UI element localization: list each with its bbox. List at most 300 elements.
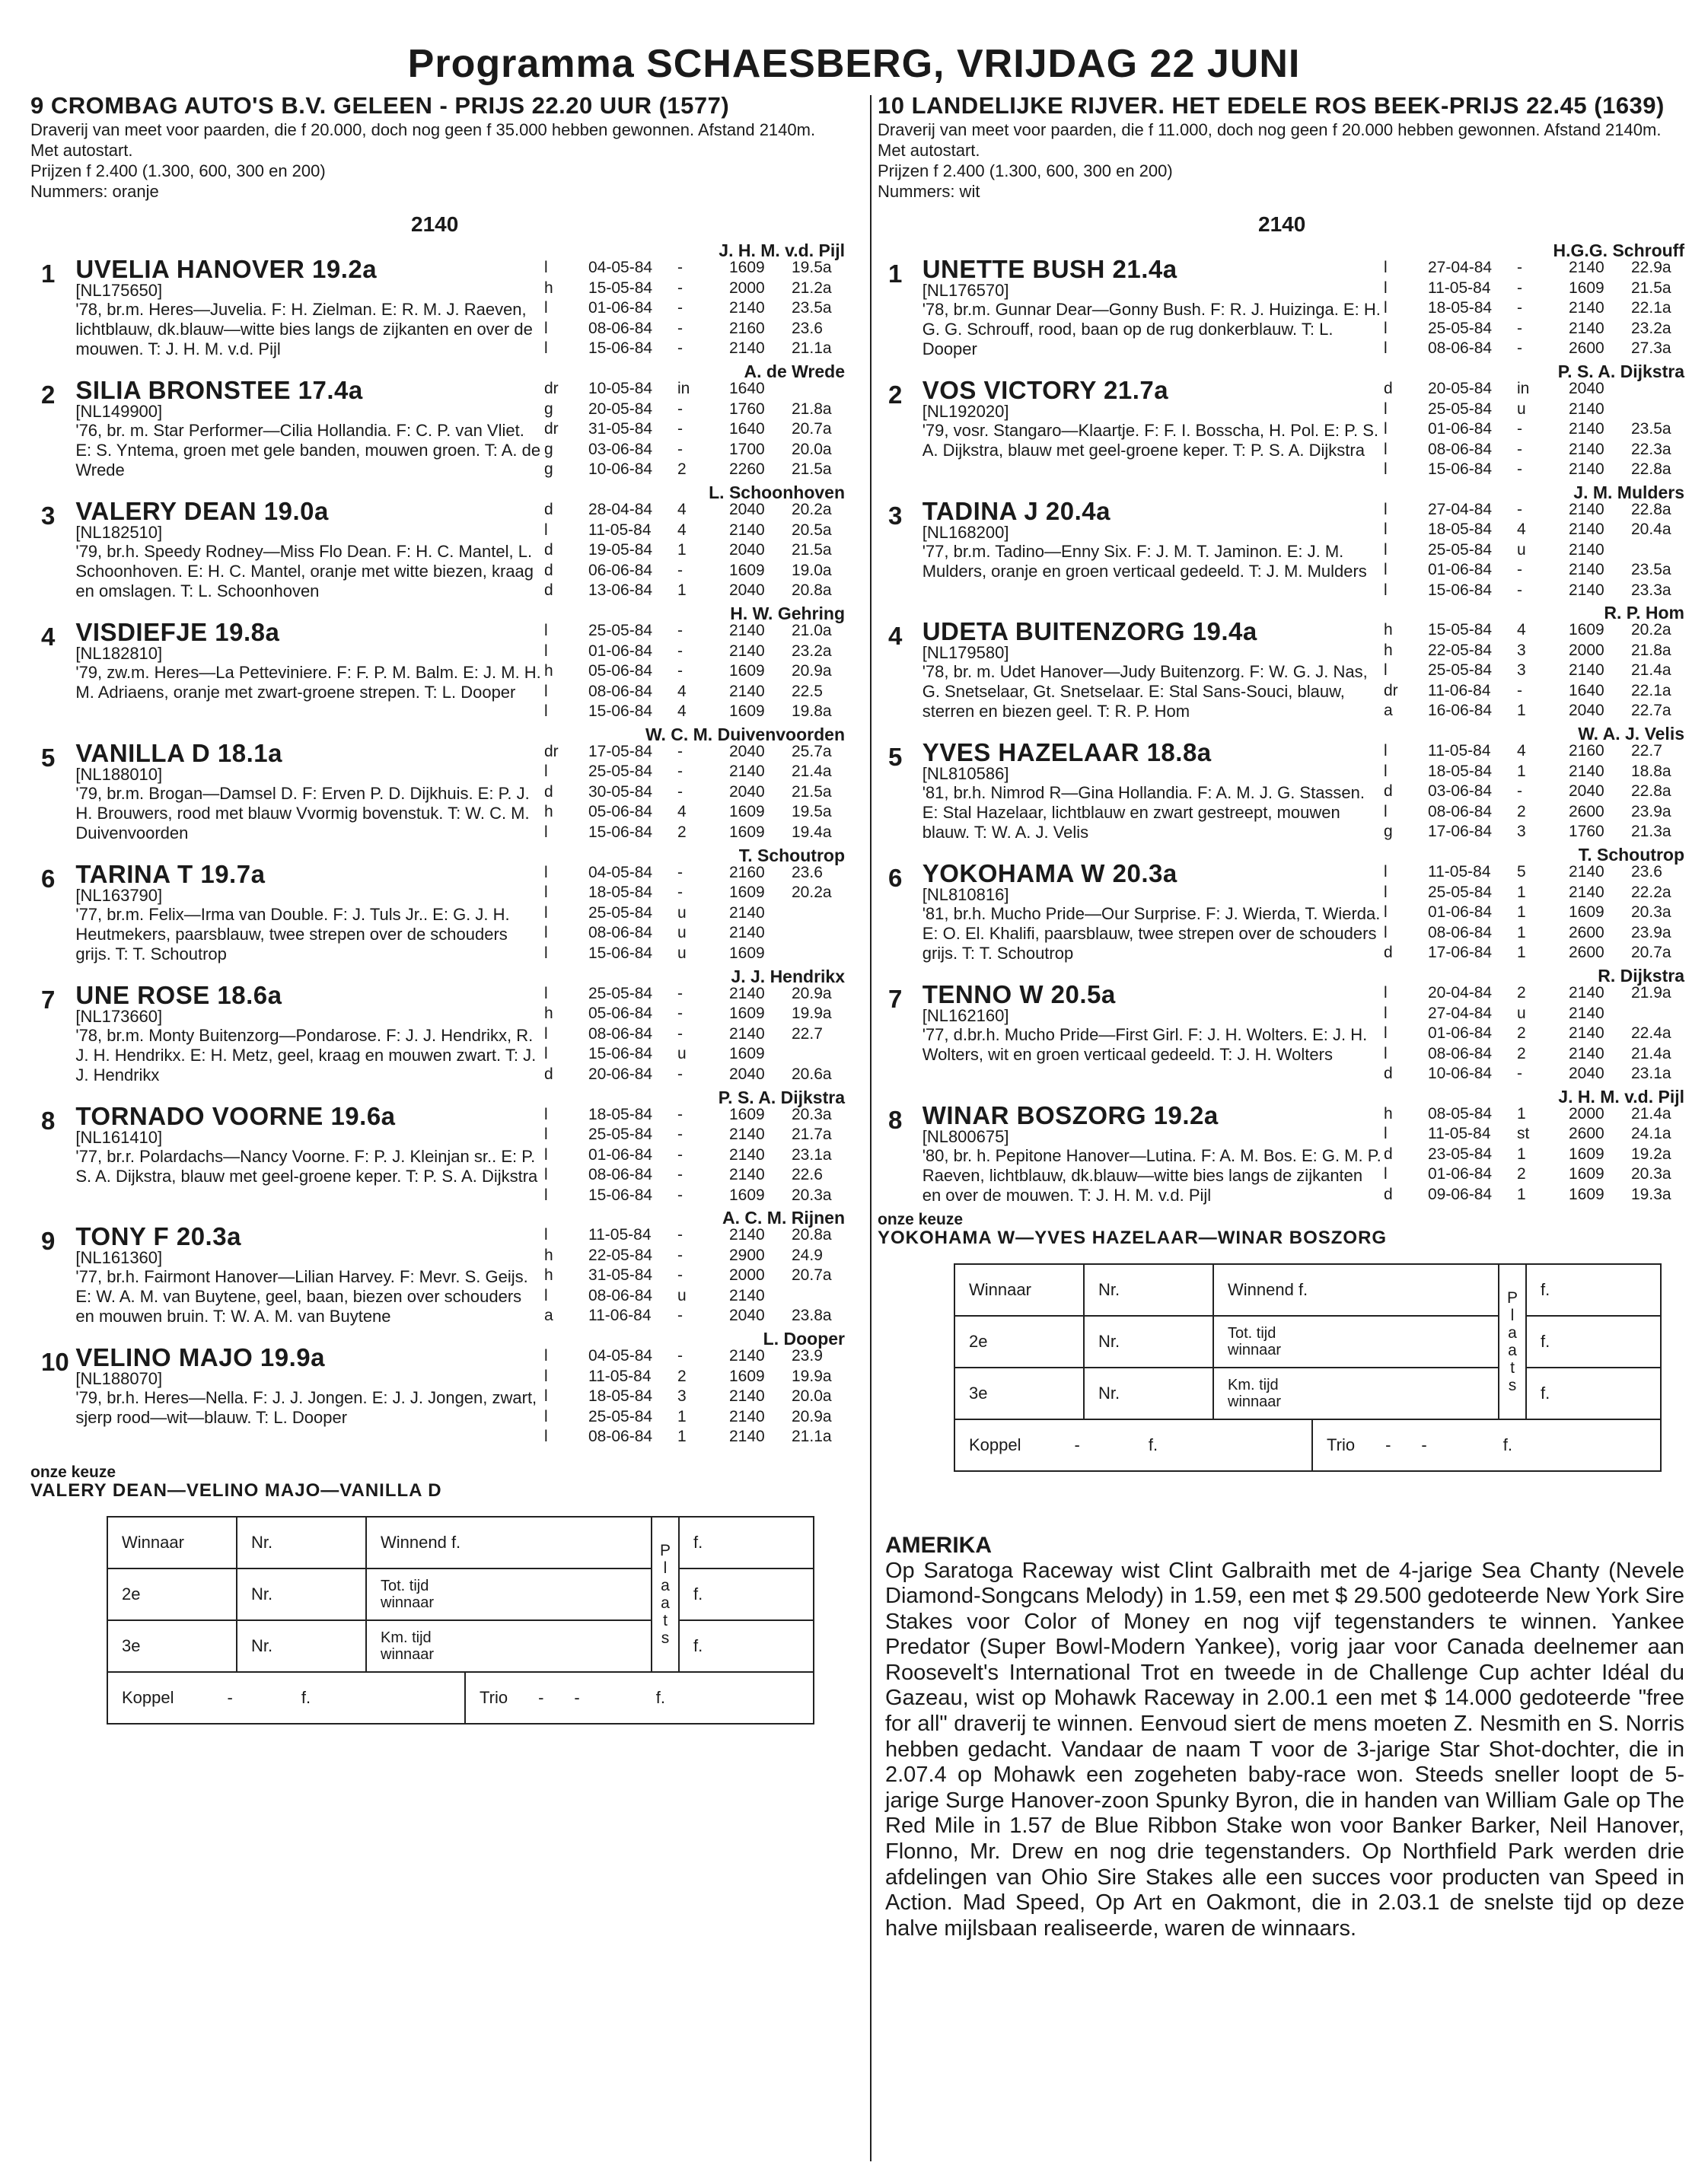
performance-cell: 15-06-84 [588, 339, 653, 357]
performance-cell: u [677, 944, 687, 962]
performance-cell: 2 [1517, 1165, 1526, 1183]
performance-row [544, 863, 845, 884]
performance-cell: dr [544, 420, 559, 438]
performance-cell: 21.5a [792, 782, 832, 801]
trainer-name: W. A. J. Velis [1578, 724, 1684, 744]
performance-cell: - [677, 400, 683, 418]
performance-cell [792, 379, 845, 400]
koppel-field[interactable] [954, 1419, 1312, 1471]
trio-field[interactable] [1312, 1419, 1661, 1471]
dash: - [1074, 1435, 1080, 1454]
performance-cell: 2160 [729, 319, 765, 337]
performance-row [544, 1367, 845, 1387]
performance-cell: l [544, 299, 548, 317]
performance-cell: 10-06-84 [1428, 1065, 1493, 1082]
performance-row [1384, 782, 1684, 802]
performance-cell: 22.8a [1631, 782, 1671, 800]
f-label: f. [1502, 1435, 1512, 1454]
performance-cell: l [544, 1387, 548, 1405]
performance-cell: h [544, 803, 553, 820]
performance-cell: - [677, 339, 683, 357]
performance-row [1384, 681, 1684, 702]
performance-cell: - [677, 1005, 683, 1022]
performance-cell: 1640 [729, 420, 765, 438]
performance-cell: g [544, 400, 553, 418]
performance-cell: 01-06-84 [1428, 1024, 1493, 1042]
bet-form [107, 1516, 814, 1725]
performance-cell: 2 [677, 823, 687, 841]
trio-field[interactable] [465, 1672, 814, 1724]
performance-cell: - [677, 1024, 683, 1043]
performance-cell: 2140 [1569, 1044, 1604, 1062]
performance-cell: 20.7a [1631, 944, 1671, 961]
performance-cell: 2140 [1569, 984, 1604, 1002]
horse-body [30, 1101, 845, 1206]
koppel-trio-table [954, 1419, 1662, 1472]
plaats-letter: t [1510, 1358, 1515, 1377]
performance-cell: 25-05-84 [1428, 883, 1493, 901]
performance-row [544, 500, 845, 521]
dash: - [227, 1687, 233, 1707]
performance-cell: 18-05-84 [1428, 762, 1493, 780]
performance-row [544, 883, 845, 903]
performance-cell: 19.4a [792, 823, 832, 841]
horse-code: [NL810586] [922, 764, 1009, 783]
horse-entry [30, 1209, 845, 1326]
horse-number: 8 [41, 1106, 56, 1135]
koppel-field[interactable] [107, 1672, 465, 1724]
performance-cell: - [677, 1266, 683, 1284]
km-tijd-field[interactable] [366, 1620, 652, 1672]
bet-row [954, 1264, 1661, 1316]
performance-cell: h [1384, 641, 1393, 659]
performance-cell: 05-06-84 [588, 803, 653, 820]
performance-cell: 1609 [729, 1005, 765, 1022]
performance-cell: 1 [1517, 762, 1526, 780]
performance-cell: l [1384, 984, 1388, 1002]
performance-cell: 23-05-84 [1428, 1145, 1493, 1163]
performance-cell: 20.2a [1631, 621, 1671, 639]
performance-cell: h [544, 1246, 553, 1264]
onze-keuze [30, 1464, 845, 1501]
koppel-trio-table [107, 1671, 814, 1725]
performance-cell: - [677, 742, 683, 760]
performance-cell: 2600 [1569, 802, 1604, 820]
plaats-label [1499, 1264, 1526, 1419]
horse-name: UVELIA HANOVER 19.2a [75, 255, 378, 283]
horse-body [30, 982, 845, 1085]
performance-cell: 4 [677, 501, 687, 518]
performance-cell: 22.3a [1631, 440, 1671, 458]
performance-cell: - [1517, 279, 1522, 297]
performance-row [544, 521, 845, 541]
performance-row [544, 440, 845, 460]
performance-cell: 21.8a [1631, 641, 1671, 659]
plaats-label [652, 1517, 679, 1672]
horse-entry [30, 241, 845, 359]
plaats-letter: l [663, 1559, 668, 1577]
performance-cell: 11-05-84 [588, 1226, 652, 1244]
horse-description: '79, br.h. Heres—Nella. F: J. J. Jongen. E: J. J. Jongen, zwart, sjerp rood—wit—blauw. T: L. Dooper [75, 1388, 537, 1427]
performance-row [1384, 339, 1684, 359]
horse-number: 5 [888, 743, 903, 771]
trainer-name: L. Schoonhoven [709, 482, 845, 502]
performance-row [1384, 440, 1684, 460]
performance-cell: h [544, 1005, 553, 1022]
performance-cell: d [1384, 782, 1393, 800]
performance-cell: 13-06-84 [588, 581, 653, 599]
performance-cell: 18-05-84 [588, 884, 653, 901]
performance-row [1384, 1064, 1684, 1084]
performance-cell: 25-05-84 [588, 1407, 653, 1425]
performance-cell: 28-04-84 [588, 501, 653, 518]
tweede-label: 2e [107, 1568, 237, 1620]
plaats-letter: a [661, 1576, 670, 1594]
performance-cell: l [544, 259, 548, 276]
horse-entry [878, 846, 1684, 963]
nr-field[interactable]: Nr. [1084, 1316, 1213, 1368]
horse-body [878, 619, 1684, 721]
performance-cell: st [1517, 1125, 1530, 1142]
performance-cell: 2040 [729, 742, 765, 760]
performance-cell: 19-05-84 [588, 541, 653, 559]
performance-cell: 08-06-84 [588, 682, 653, 700]
dash: - [538, 1687, 544, 1707]
performance-cell: 2140 [729, 682, 765, 700]
performance-cell [792, 944, 845, 964]
horse-entry [30, 967, 845, 1085]
horse-description: '78, br.m. Monty Buitenzorg—Pondarose. F: J. J. Hendrikx, R. J. H. Hendrikx. E: H. Metz, geel, kraag en mouwen zwart. T: J. J. Hendrikx [75, 1025, 537, 1084]
performance-row [1384, 1185, 1684, 1205]
horse-description: '79, zw.m. Heres—La Petteviniere. F: F. P. M. Balm. E: J. M. H. M. Adriaens, oranje met zwart-groene strepen. T: L. Dooper [75, 663, 541, 702]
horse-number: 2 [41, 381, 56, 409]
performance-cell: - [1517, 299, 1522, 317]
km-tijd-field[interactable] [1213, 1368, 1499, 1419]
horse-body [30, 1345, 845, 1447]
performance-row [1384, 661, 1684, 681]
performance-cell: 23.3a [1631, 581, 1671, 599]
performance-cell: 2140 [729, 763, 765, 780]
horse-number: 6 [888, 864, 903, 892]
performance-cell: 04-05-84 [588, 1347, 653, 1365]
performance-cell: 1609 [1569, 621, 1604, 639]
performance-cell: d [1384, 944, 1393, 961]
horse-code: [NL149900] [75, 402, 163, 421]
performance-row [544, 400, 845, 420]
performance-cell: 4 [677, 521, 687, 539]
performance-row [1384, 903, 1684, 923]
horse-description: '77, br.m. Tadino—Enny Six. F: J. M. T. Jaminon. E: J. M. Mulders, oranje en groen verticaal gedeeld. T: J. M. Mulders [922, 541, 1367, 581]
performance-cell: l [1384, 319, 1388, 337]
horse-name: TENNO W 20.5a [922, 980, 1116, 1008]
horse-number: 10 [41, 1348, 69, 1376]
horse-body [878, 256, 1684, 359]
performance-cell: d [1384, 1185, 1393, 1203]
performance-cell: 2040 [729, 501, 765, 518]
performance-cell: - [677, 1186, 683, 1204]
horse-entry [30, 1088, 845, 1206]
performance-cell: 09-06-84 [1428, 1185, 1493, 1203]
race-conditions: Draverij van meet voor paarden, die f 11.000, doch nog geen f 20.000 hebben gewonnen. Afstand 2140m. Met autostart. [878, 120, 1662, 160]
trainer-name: P. S. A. Dijkstra [718, 1087, 845, 1107]
performance-cell: 20.0a [792, 1387, 832, 1405]
performance-cell: - [677, 622, 683, 639]
performance-cell: 23.5a [1631, 420, 1671, 438]
performance-cell: - [677, 863, 683, 881]
article-text: Op Saratoga Raceway wist Clint Galbraith met de 4-jarige Sea Chanty (Nevele Diamond-Songcans Melody) in 1.59, een met $ 29.500 gedoteerde New York Sire Stakes voor Color of Money en nog vijf tegenstanders te winnen. Yankee Predator (Super Bowl-Modern Yankee), vorig jaar voor Canada deelnemer aan Roosevelt's International Trot en tweede in de Challenge Cup achter Idéal du Gazeau, wist op Mohawk Raceway in 2.00.1 een met $ 14.000 gedoteerde "free for all" draverij te winnen. Eenvoud siert de mens moeten Z. Nesmith en S. Norris hebben gedacht. Vandaar de naam T voor de 3-jarige Star Shot-dochter, die in 2.07.4 op Mohawk een zogeheten baby-race won. Steeds sneller loopt de 5-jarige Surge Hanover-zoon Spunky Byron, die in handen van William Gale op The Red Mile in 1.57 de Blue Ribbon Stake won voor Banker Barker, Neil Hanover, Flonno, Mr. Drew en nog drie tegenstanders. Op Northfield Park werden drie afdelingen van Ohio Sire Stakes alle een succes voor producten van Speed in Action. Mad Speed, Op Art en Oakmont, die in 2.03.1 de snelste tijd op deze halve mijlsbaan realiseerde, waren de winnaars. [885, 1558, 1684, 1941]
plaats-field[interactable]: f. [1526, 1368, 1661, 1419]
performance-row [1384, 540, 1684, 561]
horse-code: [NL182810] [75, 644, 163, 663]
performance-cell: 1609 [729, 803, 765, 820]
nr-field[interactable]: Nr. [237, 1517, 366, 1568]
performance-cell: 24.1a [1631, 1125, 1671, 1142]
horse-entry [30, 1330, 845, 1447]
performance-row [1384, 560, 1684, 581]
performance-cell: 08-06-84 [588, 1286, 653, 1304]
performance-cell: 08-06-84 [1428, 923, 1493, 941]
nr-field[interactable]: Nr. [237, 1620, 366, 1672]
horse-name: TONY F 20.3a [75, 1222, 241, 1250]
horse-name: UDETA BUITENZORG 19.4a [922, 617, 1257, 645]
performance-cell: 01-06-84 [588, 642, 653, 660]
performance-cell: 1 [1517, 1104, 1526, 1123]
performance-row [1384, 943, 1684, 963]
f-label: f. [1148, 1435, 1158, 1454]
performance-cell: l [544, 521, 548, 539]
horse-description: '80, br. h. Pepitone Hanover—Lutina. F: A. M. Bos. E: G. M. P. Raeven, lichtblauw, dk.blauw—witte bies langs de zijkanten en over de mouwen. T: J. H. M. v.d. Pijl [922, 1145, 1381, 1205]
page-title: Programma SCHAESBERG, VRIJDAG 22 JUNI [407, 42, 1301, 86]
performance-cell: 2600 [1569, 923, 1604, 941]
performance-cell: 1609 [1569, 903, 1604, 921]
performance-row [544, 682, 845, 702]
performance-cell: d [544, 581, 553, 599]
nr-field[interactable]: Nr. [237, 1568, 366, 1620]
performance-cell: 4 [677, 702, 687, 720]
performance-cell: - [677, 1307, 683, 1324]
performance-cell: 23.1a [792, 1145, 832, 1164]
bet-row [107, 1517, 814, 1568]
horse-name: WINAR BOSZORG 19.2a [922, 1100, 1219, 1129]
performance-cell: 21.4a [1631, 1044, 1671, 1062]
performance-cell: 1609 [729, 1367, 765, 1385]
tweede-label: 2e [954, 1316, 1084, 1368]
bet-row [954, 1368, 1661, 1419]
race-distance: 2140 [1258, 212, 1306, 236]
performance-row [1384, 741, 1684, 762]
performance-row [1384, 923, 1684, 944]
performance-cell: 1609 [729, 1045, 765, 1062]
performance-cell: h [1384, 1104, 1393, 1123]
performance-cell: 2140 [1569, 561, 1604, 578]
performance-table [1384, 740, 1684, 842]
performance-row [544, 1286, 845, 1307]
performance-cell: a [1384, 702, 1393, 719]
performance-cell: l [1384, 500, 1388, 518]
performance-cell: 23.5a [792, 299, 832, 317]
performance-row [544, 1387, 845, 1407]
performance-cell: 1609 [729, 702, 765, 720]
performance-cell: - [677, 984, 683, 1002]
performance-row [544, 581, 845, 601]
performance-cell: in [1517, 380, 1530, 397]
performance-cell: 08-06-84 [588, 319, 653, 337]
performance-cell: - [677, 319, 683, 337]
performance-table [544, 498, 845, 601]
race-9-column [30, 93, 845, 1725]
winnend-field[interactable]: Winnend f. [1213, 1264, 1499, 1316]
performance-cell: 22.1a [1631, 681, 1671, 699]
performance-cell: 2140 [729, 903, 765, 922]
plaats-field[interactable]: f. [1526, 1264, 1661, 1316]
performance-cell: 15-06-84 [588, 702, 653, 720]
trainer-name: T. Schoutrop [1578, 845, 1684, 865]
performance-row [544, 903, 845, 924]
horse-description: '79, br.h. Speedy Rodney—Miss Flo Dean. F: H. C. Mantel, L. Schoonhoven. E: H. C. Mantel, oranje met witte biezen, kraag en omslagen. T: L. Schoonhoven [75, 542, 534, 600]
horse-name: TADINA J 20.4a [922, 496, 1111, 525]
performance-cell: in [677, 380, 690, 397]
performance-cell: 31-05-84 [588, 420, 653, 438]
performance-cell: l [1384, 1125, 1388, 1142]
performance-cell: 1640 [1569, 681, 1604, 699]
performance-cell: 01-06-84 [588, 299, 653, 317]
performance-cell: 22.9a [1631, 259, 1671, 276]
performance-cell: 20-05-84 [588, 400, 653, 418]
performance-row [1384, 1044, 1684, 1065]
performance-cell: 27.3a [1631, 339, 1671, 357]
performance-cell: l [1384, 259, 1388, 276]
winnend-field[interactable]: Winnend f. [366, 1517, 652, 1568]
performance-cell: 2600 [1569, 1125, 1604, 1142]
performance-row [544, 540, 845, 561]
column-divider [870, 95, 872, 2161]
performance-cell: u [677, 1045, 687, 1062]
performance-cell: 22.1a [1631, 299, 1671, 317]
performance-cell: 4 [1517, 742, 1526, 760]
performance-cell: d [1384, 380, 1393, 397]
performance-cell: 05-06-84 [588, 1005, 653, 1022]
nr-field[interactable]: Nr. [1084, 1264, 1213, 1316]
performance-cell: 08-06-84 [588, 924, 653, 941]
performance-cell: 1 [677, 1428, 687, 1445]
performance-cell: - [1517, 681, 1522, 699]
plaats-field[interactable]: f. [679, 1568, 814, 1620]
performance-cell: 21.9a [1631, 984, 1671, 1002]
performance-cell: - [677, 561, 683, 579]
performance-table [1384, 498, 1684, 601]
horse-code: [NL179580] [922, 643, 1009, 662]
horse-number: 7 [41, 985, 56, 1014]
bet-row [107, 1620, 814, 1672]
performance-cell: u [1517, 1004, 1526, 1022]
performance-cell: l [544, 903, 548, 922]
performance-cell: l [1384, 540, 1388, 559]
performance-cell: 11-05-84 [1428, 279, 1491, 297]
plaats-letter: a [1508, 1341, 1517, 1359]
performance-cell: d [544, 541, 553, 559]
performance-cell: d [1384, 1065, 1393, 1082]
performance-row [544, 1165, 845, 1186]
horse-description: '79, vosr. Stangaro—Klaartje. F: F. I. Bosscha, H. Pol. E: P. S. A. Dijkstra, blauw met geel-groene keper. T: P. S. A. Dijkstra [922, 421, 1378, 460]
performance-cell: 2 [1517, 1024, 1526, 1042]
performance-cell: 19.9a [792, 1005, 832, 1022]
performance-row [544, 702, 845, 722]
performance-cell: h [544, 662, 553, 680]
performance-cell: - [677, 1246, 683, 1264]
plaats-field[interactable]: f. [1526, 1316, 1661, 1368]
performance-table [544, 1224, 845, 1326]
performance-cell: 2040 [729, 782, 765, 801]
performance-row [1384, 1024, 1684, 1044]
tot-tijd-field[interactable] [1213, 1316, 1499, 1368]
horse-code: [NL810816] [922, 885, 1009, 904]
horse-info [923, 256, 1384, 359]
winnaar-label: Winnaar [107, 1517, 237, 1568]
performance-row [1384, 620, 1684, 641]
tot-tijd-label: Tot. tijd [1228, 1324, 1276, 1342]
performance-cell: 2160 [729, 863, 765, 881]
horse-description: '78, br.m. Gunnar Dear—Gonny Bush. F: R. J. Huizinga. E: H. G. G. Schrouff, rood, baan op de rug donkerblauw. T: L. Dooper [922, 300, 1381, 358]
horse-body [878, 1100, 1684, 1205]
performance-cell: g [1384, 823, 1393, 840]
trio-label: Trio [480, 1687, 508, 1707]
performance-cell: l [544, 1286, 548, 1304]
performance-cell [792, 1044, 845, 1065]
plaats-letter: l [1510, 1306, 1515, 1324]
performance-cell: l [544, 924, 548, 941]
horse-body [878, 498, 1684, 601]
trainer-name: A. de Wrede [744, 361, 845, 381]
performance-row [544, 1346, 845, 1367]
performance-cell: l [544, 1166, 548, 1183]
performance-cell: 2040 [729, 541, 765, 559]
performance-row [544, 1246, 845, 1266]
performance-cell: l [544, 1126, 548, 1143]
performance-cell: 30-05-84 [588, 782, 653, 801]
plaats-letter: a [1508, 1323, 1517, 1342]
plaats-field[interactable]: f. [679, 1517, 814, 1568]
performance-cell: 20.8a [792, 1226, 832, 1244]
performance-cell: 1609 [1569, 1185, 1604, 1203]
performance-cell: - [677, 662, 683, 680]
performance-cell: 1760 [729, 400, 765, 418]
horse-name: YVES HAZELAAR 18.8a [922, 738, 1212, 766]
performance-row [544, 923, 845, 944]
nr-field[interactable]: Nr. [1084, 1368, 1213, 1419]
performance-cell: - [677, 420, 683, 438]
performance-cell: 2140 [1569, 420, 1604, 438]
performance-row [1384, 419, 1684, 440]
performance-cell: l [544, 702, 548, 720]
plaats-field[interactable]: f. [679, 1620, 814, 1672]
performance-cell: 08-06-84 [1428, 1044, 1493, 1062]
performance-cell: 2 [677, 1367, 687, 1385]
keuze-label: onze keuze [878, 1210, 964, 1228]
performance-cell: 23.1a [1631, 1065, 1671, 1082]
bet-table [107, 1516, 814, 1673]
performance-cell: 15-06-84 [588, 944, 653, 962]
performance-cell: 15-06-84 [588, 823, 653, 841]
performance-cell: 2160 [1569, 742, 1604, 760]
performance-cell: l [544, 1428, 548, 1445]
performance-cell: l [544, 682, 548, 700]
performance-cell: 1609 [729, 944, 765, 962]
trainer-name: R. P. Hom [1604, 603, 1684, 623]
performance-cell: 20.7a [792, 420, 832, 438]
tot-tijd-field[interactable] [366, 1568, 652, 1620]
performance-cell: l [1384, 561, 1388, 578]
performance-cell: 20.2a [792, 884, 832, 901]
